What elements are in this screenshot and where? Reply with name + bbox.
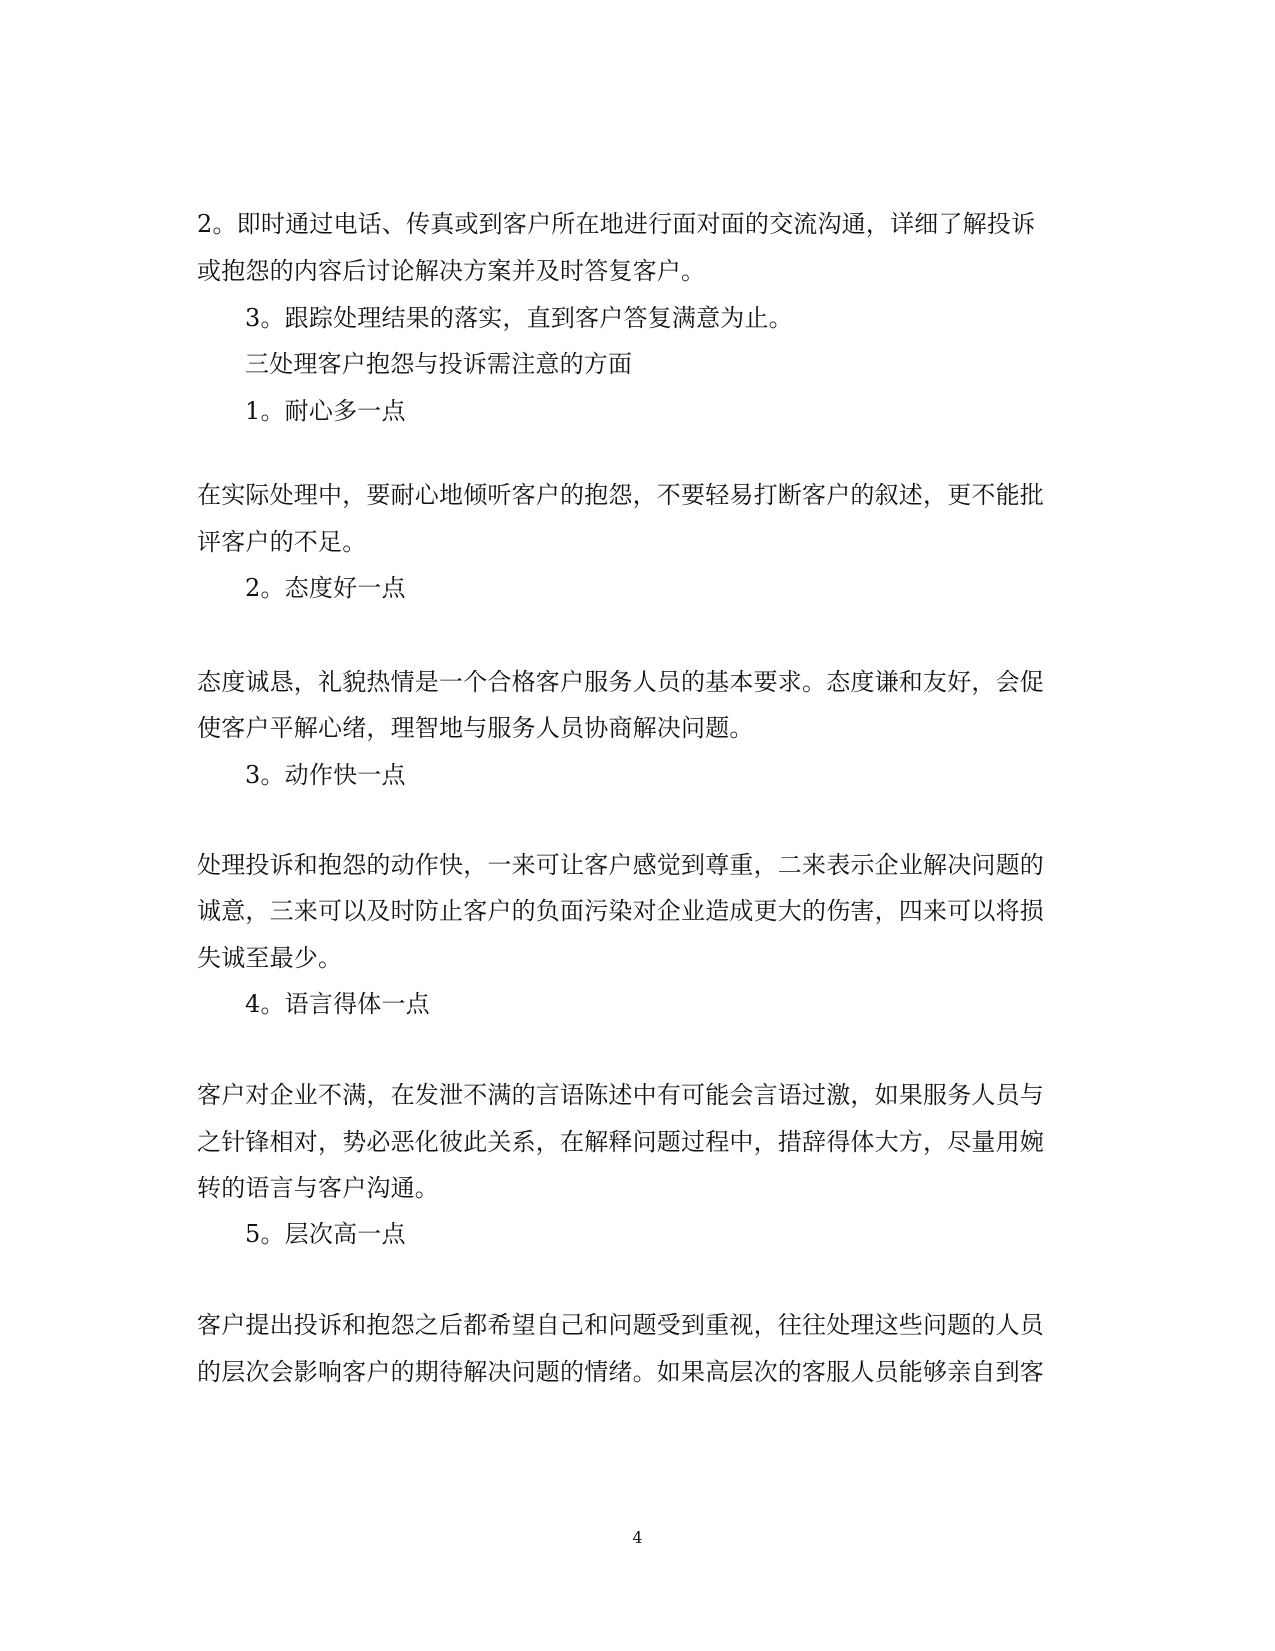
paragraph-line: 或抱怨的内容后讨论解决方案并及时答复客户。	[197, 257, 706, 285]
paragraph-line: 在实际处理中，要耐心地倾听客户的抱怨，不要轻易打断客户的叙述，更不能批	[197, 481, 1044, 509]
subsection-heading: 5。层次高一点	[245, 1220, 406, 1248]
subsection-heading: 2。态度好一点	[245, 574, 406, 602]
list-item: 3。跟踪处理结果的落实，直到客户答复满意为止。	[245, 304, 793, 332]
paragraph-line: 的层次会影响客户的期待解决问题的情绪。如果高层次的客服人员能够亲自到客	[197, 1358, 1044, 1386]
subsection-heading: 3。动作快一点	[245, 761, 406, 789]
subsection-heading: 1。耐心多一点	[245, 397, 406, 425]
subsection-heading: 4。语言得体一点	[245, 990, 430, 1018]
page-number: 4	[632, 1528, 643, 1547]
paragraph-line: 诚意，三来可以及时防止客户的负面污染对企业造成更大的伤害，四来可以将损	[197, 897, 1044, 925]
paragraph-line: 之针锋相对，势必恶化彼此关系，在解释问题过程中，措辞得体大方，尽量用婉	[197, 1128, 1044, 1156]
paragraph-line: 评客户的不足。	[197, 528, 367, 556]
paragraph-line: 2。即时通过电话、传真或到客户所在地进行面对面的交流沟通，详细了解投诉	[197, 210, 1036, 238]
paragraph-line: 态度诚恳，礼貌热情是一个合格客户服务人员的基本要求。态度谦和友好，会促	[197, 668, 1044, 696]
paragraph-line: 处理投诉和抱怨的动作快，一来可让客户感觉到尊重，二来表示企业解决问题的	[197, 851, 1044, 879]
paragraph-line: 转的语言与客户沟通。	[197, 1174, 439, 1202]
paragraph-line: 失诚至最少。	[197, 944, 343, 972]
paragraph-line: 客户提出投诉和抱怨之后都希望自己和问题受到重视，往往处理这些问题的人员	[197, 1311, 1044, 1339]
paragraph-line: 使客户平解心绪，理智地与服务人员协商解决问题。	[197, 714, 754, 742]
section-heading: 三处理客户抱怨与投诉需注意的方面	[245, 350, 633, 378]
paragraph-line: 客户对企业不满，在发泄不满的言语陈述中有可能会言语过激，如果服务人员与	[197, 1081, 1044, 1109]
